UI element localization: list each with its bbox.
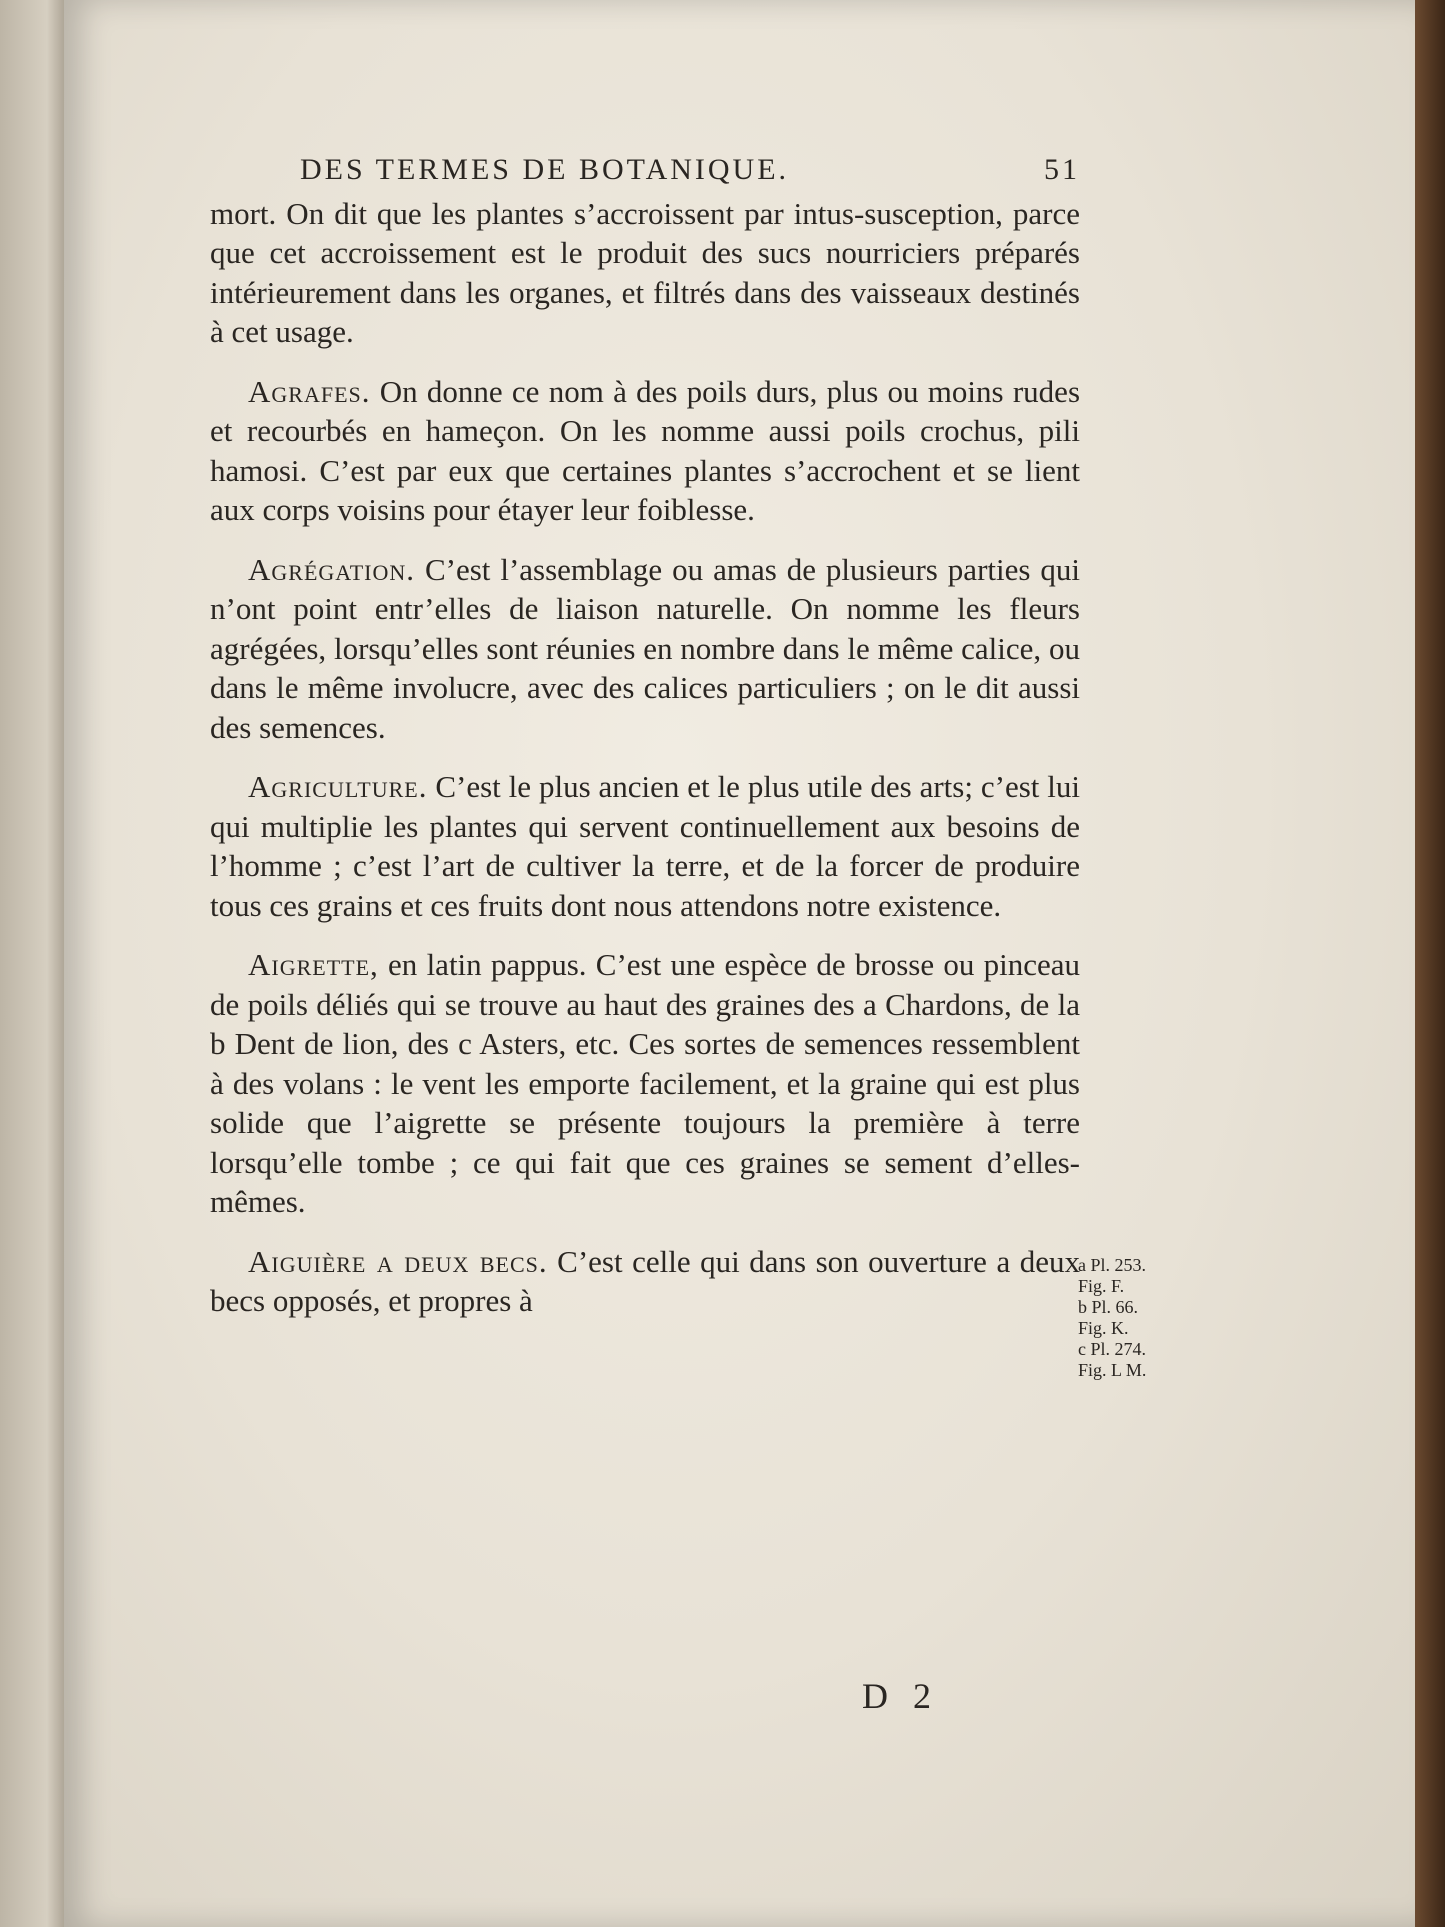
book-cover-edge bbox=[1415, 0, 1445, 1927]
margin-note: Fig. K. bbox=[1078, 1318, 1129, 1338]
margin-note: a Pl. 253. bbox=[1078, 1255, 1147, 1275]
running-title: DES TERMES DE BOTANIQUE. bbox=[300, 153, 790, 186]
entry-text: C’est l’assemblage ou amas de plusieurs parties qui n’ont point entr’elles de liaison naturelle. On nomme les fleurs agrégées, lorsqu’elles sont réunies en nombre dans le même calice, ou dans le même involucre, avec des calices particuliers ; on le dit aussi des semences. bbox=[210, 551, 1080, 745]
margin-notes bbox=[1078, 1255, 1198, 1381]
running-header bbox=[300, 150, 1080, 190]
entry-text: mort. On dit que les plantes s’accroissent par intus-susception, parce que cet accroissement est le produit des sucs nourriciers préparés intérieurement dans les organes, et filtrés dans des vaisseaux destinés à cet usage. bbox=[210, 195, 1080, 349]
entry-term: Agrafes. bbox=[248, 373, 371, 409]
page-text bbox=[210, 150, 1080, 1341]
entry-agriculture bbox=[210, 767, 1080, 925]
entry-term: Aiguière a deux becs. bbox=[248, 1243, 548, 1279]
entry-text: C’est celle qui dans son ouverture a deux becs opposés, et propres à bbox=[210, 1243, 1080, 1318]
entry-agregation bbox=[210, 550, 1080, 748]
entry-text: en latin pappus. C’est une espèce de brosse ou pinceau de poils déliés qui se trouve au haut des graines des a Chardons, de la b Dent de lion, des c Asters, etc. Ces sortes de semences ressemblent à des volans : le vent les emporte facilement, et la graine qui est plus solide que l’aigrette se présente toujours la première à terre lorsqu’elle tombe ; ce qui fait que ces graines se sement d’elles-mêmes. bbox=[210, 947, 1080, 1219]
entry-term: Agrégation. bbox=[248, 551, 416, 587]
entry-text: C’est le plus ancien et le plus utile des arts; c’est lui qui multiplie les plantes qui servent continuellement aux besoins de l’homme ; c’est l’art de cultiver la terre, et de la forcer de produire tous ces grains et ces fruits dont nous attendons notre existence. bbox=[210, 769, 1081, 923]
margin-note: Fig. L M. bbox=[1078, 1360, 1147, 1380]
margin-note: b Pl. 66. bbox=[1078, 1297, 1139, 1317]
entry-continuation bbox=[210, 194, 1080, 352]
entry-term: Aigrette, bbox=[248, 947, 379, 982]
entry-aiguiere bbox=[210, 1242, 1080, 1321]
page-number: 51 bbox=[1044, 153, 1080, 186]
entry-agrafes bbox=[210, 372, 1080, 530]
entry-term: Agriculture. bbox=[248, 769, 428, 804]
margin-note: c Pl. 274. bbox=[1078, 1339, 1147, 1359]
entry-text: On donne ce nom à des poils durs, plus ou moins rudes et recourbés en hameçon. On les nomme aussi poils crochus, pili hamosi. C’est par eux que certaines plantes s’accrochent et se lient aux corps voisins pour étayer leur foiblesse. bbox=[210, 373, 1081, 527]
margin-note: Fig. F. bbox=[1078, 1276, 1125, 1296]
signature-mark: D 2 bbox=[862, 1676, 939, 1716]
entry-aigrette bbox=[210, 945, 1080, 1222]
